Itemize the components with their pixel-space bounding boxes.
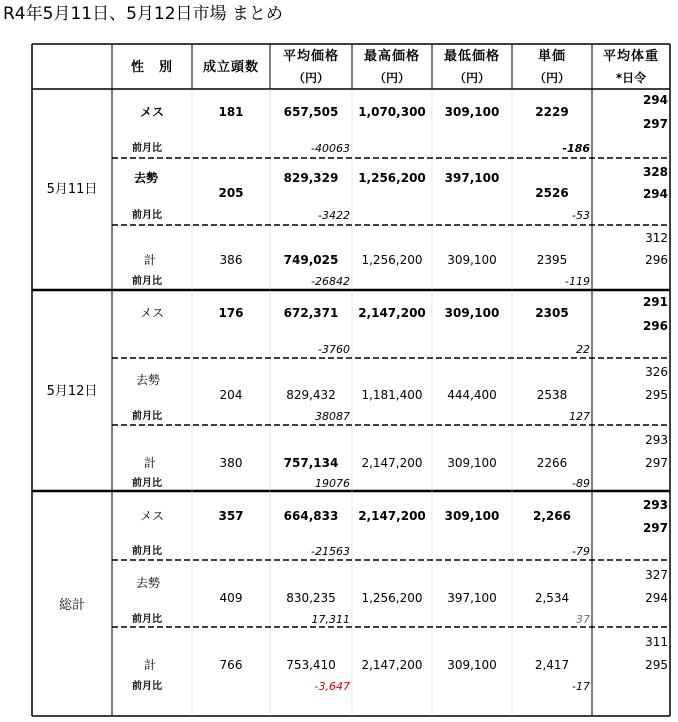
cmp-avg-price: 19076 — [315, 477, 350, 490]
cell-weight: 293 — [642, 498, 668, 512]
cell-max-price: 2,147,200 — [358, 509, 426, 523]
cmp-label — [132, 340, 192, 360]
cell-weight: 326 — [645, 365, 668, 379]
cell-max-price: 2,147,200 — [361, 658, 423, 672]
cmp-label: 前月比 — [132, 210, 162, 221]
cell-max-price: 1,070,300 — [358, 105, 426, 119]
cmp-label: 前月比 — [132, 681, 162, 692]
cell-avg-price: 672,371 — [283, 306, 339, 320]
cell-min-price: 309,100 — [444, 105, 500, 119]
cell-days: 296 — [645, 253, 668, 267]
cell-count: 181 — [218, 105, 244, 119]
cmp-avg-price: -26842 — [311, 275, 350, 288]
cell-avg-price: 657,505 — [283, 105, 339, 119]
cmp-unit-price: -17 — [572, 680, 590, 693]
cell-max-price: 1,256,200 — [361, 253, 423, 267]
cell-unit-price: 2538 — [536, 388, 568, 402]
cell-sex: 計 — [144, 658, 157, 672]
header-avg-price: 平均価格 — [282, 49, 339, 64]
cell-sex: 去勢 — [136, 373, 161, 387]
cell-count: 176 — [218, 306, 244, 320]
cell-avg-price: 749,025 — [283, 253, 339, 267]
cmp-unit-price: -79 — [572, 545, 590, 558]
cell-unit-price: 2229 — [535, 105, 569, 119]
cell-unit-price: 2526 — [535, 186, 569, 200]
header-unit-price: 単価 — [537, 49, 566, 64]
cell-min-price: 309,100 — [447, 658, 497, 672]
cell-count: 386 — [219, 253, 243, 267]
cell-weight: 311 — [645, 635, 668, 649]
cell-unit-price: 2266 — [536, 456, 568, 470]
cmp-unit-price: 22 — [576, 343, 590, 356]
cmp-avg-price: -3422 — [318, 209, 350, 222]
header-unit-price-unit: （円） — [533, 71, 570, 85]
cmp-unit-price: 127 — [569, 410, 590, 423]
cmp-unit-price: -119 — [565, 275, 590, 288]
cell-max-price: 1,181,400 — [361, 388, 423, 402]
cmp-avg-price: -3,647 — [314, 680, 350, 693]
cmp-avg-price: 38087 — [315, 410, 350, 423]
header-avg-weight: 平均体重 — [602, 49, 659, 64]
cmp-label: 前月比 — [132, 546, 162, 557]
cell-weight: 291 — [642, 295, 668, 309]
cell-min-price: 397,100 — [444, 171, 500, 185]
header-sex: 性 別 — [130, 60, 173, 75]
cell-max-price: 2,147,200 — [358, 306, 426, 320]
cell-weight: 294 — [642, 93, 668, 107]
header-min-price-unit: （円） — [453, 71, 490, 85]
cell-sex: 去勢 — [136, 576, 161, 590]
cell-min-price: 309,100 — [447, 456, 497, 470]
cell-unit-price: 2,534 — [534, 591, 570, 605]
cmp-unit-price: -89 — [572, 477, 590, 490]
cell-sex: 計 — [144, 253, 157, 267]
section-label: 総計 — [58, 598, 85, 613]
cmp-avg-price: 17,311 — [311, 613, 350, 626]
cmp-avg-price: -3760 — [318, 343, 350, 356]
cell-max-price: 2,147,200 — [361, 456, 423, 470]
cell-min-price: 444,400 — [447, 388, 497, 402]
header-count: 成立頭数 — [202, 60, 259, 75]
cmp-unit-price: 37 — [576, 613, 590, 626]
header-max-price: 最高価格 — [363, 49, 420, 64]
header-max-price-unit: （円） — [373, 71, 410, 85]
header-avg-price-unit: （円） — [292, 71, 329, 85]
cell-min-price: 309,100 — [447, 253, 497, 267]
cell-weight: 312 — [645, 231, 668, 245]
cell-sex: メス — [140, 306, 165, 320]
page-title: R4年5月11日、5月12日市場 まとめ — [3, 4, 283, 24]
cell-sex: 去勢 — [134, 171, 159, 185]
header-avg-weight-sub: *日令 — [615, 71, 647, 85]
cell-count: 357 — [218, 509, 244, 523]
cell-count: 409 — [219, 591, 243, 605]
cmp-label: 前月比 — [132, 143, 162, 154]
cell-days: 297 — [645, 456, 668, 470]
cell-unit-price: 2305 — [535, 306, 569, 320]
cell-days: 295 — [645, 658, 668, 672]
cell-days: 294 — [645, 591, 668, 605]
cell-unit-price: 2395 — [536, 253, 568, 267]
cell-count: 205 — [218, 186, 244, 200]
cmp-label: 前月比 — [132, 478, 162, 489]
cmp-label: 前月比 — [132, 276, 162, 287]
cell-avg-price: 753,410 — [286, 658, 336, 672]
cmp-label: 前月比 — [132, 614, 162, 625]
cell-days: 295 — [645, 388, 668, 402]
section-label: 5月12日 — [46, 384, 98, 399]
cell-max-price: 1,256,200 — [361, 591, 423, 605]
header-min-price: 最低価格 — [443, 49, 500, 64]
cmp-avg-price: -40063 — [311, 142, 350, 155]
cell-avg-price: 829,432 — [286, 388, 336, 402]
cmp-label: 前月比 — [132, 411, 162, 422]
cell-count: 204 — [219, 388, 243, 402]
cell-min-price: 397,100 — [447, 591, 497, 605]
section-label: 5月11日 — [46, 182, 98, 197]
cell-sex: 計 — [144, 456, 157, 470]
cmp-unit-price: -53 — [572, 209, 590, 222]
cell-weight: 328 — [642, 165, 668, 179]
cell-days: 296 — [642, 319, 668, 333]
cell-unit-price: 2,417 — [534, 658, 570, 672]
cell-avg-price: 664,833 — [283, 509, 339, 523]
cell-min-price: 309,100 — [444, 306, 500, 320]
cell-unit-price: 2,266 — [533, 509, 571, 523]
cell-avg-price: 830,235 — [286, 591, 336, 605]
cell-days: 297 — [642, 117, 668, 131]
cell-weight: 327 — [645, 568, 668, 582]
cmp-avg-price: -21563 — [311, 545, 350, 558]
cell-days: 294 — [642, 187, 668, 201]
cell-days: 297 — [642, 521, 668, 535]
cmp-unit-price: -186 — [562, 142, 590, 155]
cell-weight: 293 — [645, 433, 668, 447]
cell-min-price: 309,100 — [444, 509, 500, 523]
cell-sex: メス — [140, 105, 165, 119]
cell-sex: メス — [140, 509, 165, 523]
cell-count: 766 — [219, 658, 243, 672]
cell-count: 380 — [219, 456, 243, 470]
cell-avg-price: 757,134 — [283, 456, 339, 470]
cell-avg-price: 829,329 — [283, 171, 339, 185]
cell-max-price: 1,256,200 — [358, 171, 426, 185]
